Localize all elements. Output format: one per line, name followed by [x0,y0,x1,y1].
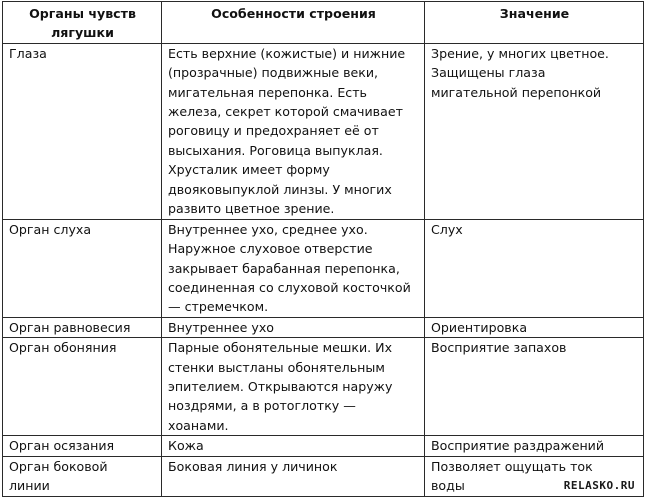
table-row [3,436,644,456]
meaning-cell: Слух [425,219,644,317]
meaning-cell: Позволяет ощущать ток воды [425,456,644,496]
table-row [3,456,644,496]
table-header-row [3,2,644,44]
header-structure: Особенности строения [162,2,425,44]
table-row [3,219,644,317]
organ-cell: Орган осязания [3,436,162,456]
meaning-cell: Зрение, у многих цветное. Защищены глаза мигательной перепонкой [425,43,644,219]
structure-cell: Есть верхние (кожистые) и нижние (прозрачные) подвижные веки, мигательная перепонка. Есть железа, секрет которой смачивает роговицу и предохраняет её от высыхания. Роговица выпуклая. Хрусталик имеет форму двояковыпуклой линзы. У многих развито цветное зрение. [162,43,425,219]
table-row [3,43,644,219]
organ-cell: Орган слуха [3,219,162,317]
sense-organs-table [2,1,644,497]
meaning-cell: Ориентировка [425,317,644,337]
organ-cell: Глаза [3,43,162,219]
organ-cell: Орган боковой линии [3,456,162,496]
meaning-cell: Восприятие раздражений [425,436,644,456]
header-organs: Органы чувств лягушки [3,2,162,44]
watermark: RELASKO.RU [563,479,635,492]
structure-cell: Внутреннее ухо, среднее ухо. Наружное слуховое отверстие закрывает барабанная перепонка, соединенная со слуховой косточкой — стремечком. [162,219,425,317]
structure-cell: Парные обонятельные мешки. Их стенки выстланы обонятельным эпителием. Открываются наружу ноздрями, а в ротоглотку — хоанами. [162,338,425,436]
table-row [3,338,644,436]
organ-cell: Орган равновесия [3,317,162,337]
meaning-cell: Восприятие запахов [425,338,644,436]
organ-cell: Орган обоняния [3,338,162,436]
table-row [3,317,644,337]
structure-cell: Кожа [162,436,425,456]
structure-cell: Боковая линия у личинок [162,456,425,496]
header-meaning: Значение [425,2,644,44]
structure-cell: Внутреннее ухо [162,317,425,337]
